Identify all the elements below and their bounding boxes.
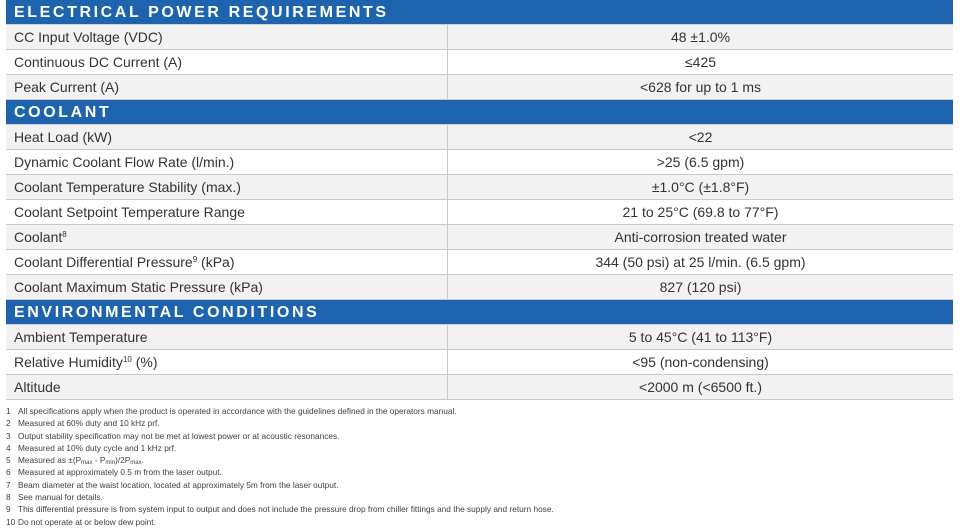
- table-row: [6, 150, 953, 175]
- table-row: [6, 225, 953, 250]
- footnote: 3 Output stability specification may not be met at lowest power or at acoustic resonances.: [6, 430, 340, 441]
- footnote: 2 Measured at 60% duty and 10 kHz prf.: [6, 418, 160, 429]
- row-label: Coolant$^8$: [6, 225, 448, 249]
- row-value: 344 (50 psi) at 25 l/min. (6.5 gpm): [595, 254, 806, 270]
- row-value: 827 (120 psi): [659, 279, 742, 295]
- row-value: <95 (non-condensing): [632, 354, 769, 370]
- row-value: 5 to 45°C (41 to 113°F): [628, 329, 773, 345]
- footnotes: [6, 405, 953, 528]
- row-label: CC Input Voltage (VDC): [6, 25, 448, 49]
- footnote: 8 See manual for details.: [6, 492, 103, 503]
- row-label: Coolant Temperature Stability (max.): [6, 175, 448, 199]
- table-row: [6, 350, 953, 375]
- footnote: 10 Do not operate at or below dew point.: [6, 516, 156, 527]
- section-header-coolant: COOLANT: [6, 100, 953, 125]
- table-row: [6, 200, 953, 225]
- row-value: ±1.0°C (±1.8°F): [651, 179, 750, 195]
- table-row: [6, 125, 953, 150]
- row-label: Coolant Maximum Static Pressure (kPa): [6, 275, 448, 299]
- row-value: 21 to 25°C (69.8 to 77°F): [622, 204, 779, 220]
- row-label: Altitude: [6, 375, 448, 399]
- table-row: [6, 250, 953, 275]
- footnote: 1 All specifications apply when the product is operated in accordance with the guidelines defined in the operators manual.: [6, 406, 457, 416]
- table-row: [6, 50, 953, 75]
- footnote: 5 Measured as $\pm(P_{max} - P_{min})/2P_{max}$.: [6, 455, 144, 467]
- row-label: Heat Load (kW): [6, 125, 448, 149]
- row-label: Peak Current (A): [6, 75, 448, 99]
- section-header-environmental: ENVIRONMENTAL CONDITIONS: [6, 300, 953, 325]
- row-value: 48 ±1.0%: [670, 29, 731, 45]
- footnote: 6 Measured at approximately 0.5 m from the laser output.: [6, 467, 222, 478]
- spec-table: [6, 0, 953, 400]
- table-row: [6, 75, 953, 100]
- table-row: [6, 275, 953, 300]
- row-label: Ambient Temperature: [6, 325, 448, 349]
- footnote-ref: 8: [62, 230, 67, 239]
- row-label: Coolant Differential Pressure$^9$ (kPa): [6, 250, 448, 274]
- table-row: [6, 325, 953, 350]
- footnote: 4 Measured at 10% duty cycle and 1 kHz prf.: [6, 442, 177, 453]
- section-header-electrical: ELECTRICAL POWER REQUIREMENTS: [6, 0, 953, 25]
- row-label: Continuous DC Current (A): [6, 50, 448, 74]
- row-value: <628 for up to 1 ms: [639, 79, 762, 95]
- row-label: Coolant Setpoint Temperature Range: [6, 200, 448, 224]
- table-row: [6, 175, 953, 200]
- table-row: [6, 375, 953, 400]
- row-value: ≤425: [684, 54, 717, 70]
- footnote-ref: 9: [192, 255, 198, 264]
- table-row: [6, 25, 953, 50]
- footnote-ref: 10: [122, 355, 132, 364]
- row-value: <2000 m (<6500 ft.): [639, 379, 762, 395]
- row-value: >25 (6.5 gpm): [656, 154, 745, 170]
- row-value: Anti-corrosion treated water: [614, 229, 787, 245]
- footnote: 7 Beam diameter at the waist location, located at approximately 5m from the laser output.: [6, 479, 339, 490]
- footnote: 9 This differential pressure is from system input to output and does not include the pressure drop from chiller fittings and the supply and return hose.: [6, 504, 554, 515]
- row-label: Relative Humidity$^{10}$ (%): [6, 350, 448, 374]
- row-label: Dynamic Coolant Flow Rate (l/min.): [6, 150, 448, 174]
- row-value: <22: [688, 129, 713, 145]
